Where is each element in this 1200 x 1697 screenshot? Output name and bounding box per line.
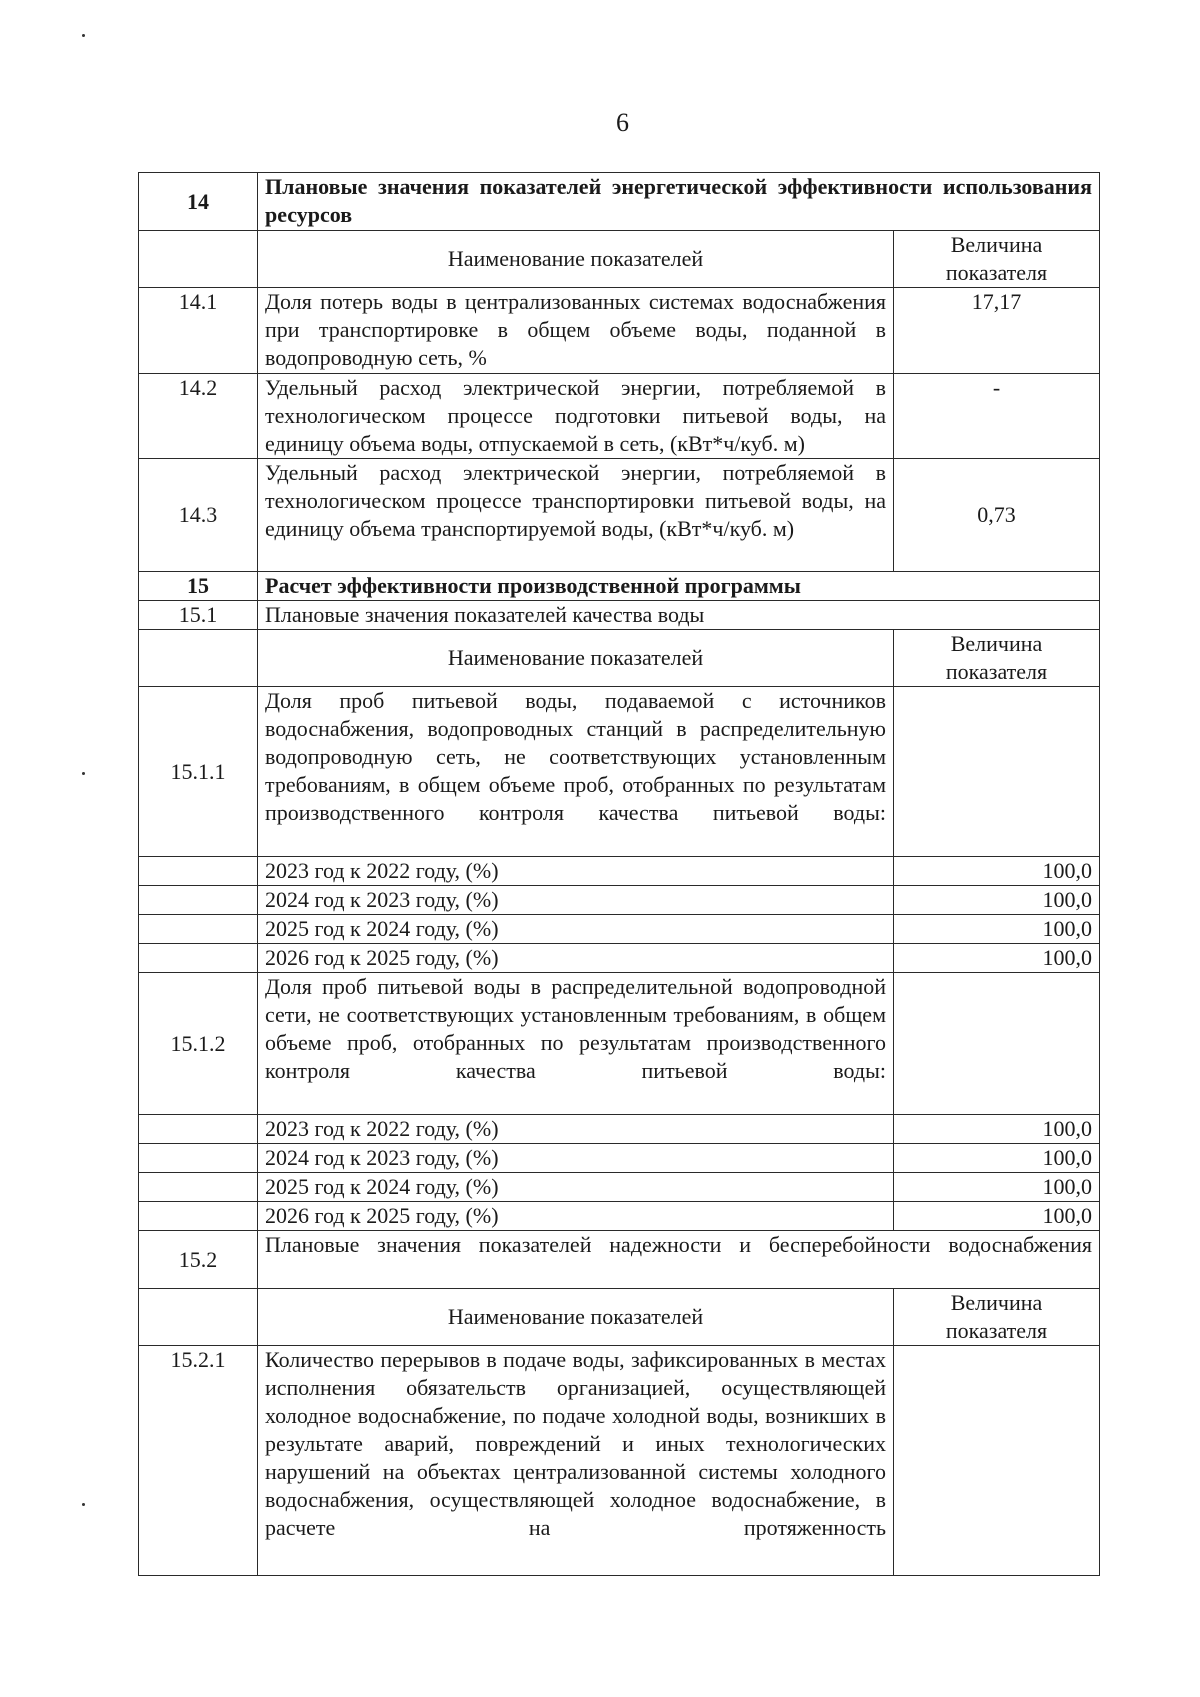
year-label: 2023 год к 2022 году, (%) bbox=[258, 1115, 894, 1144]
year-label: 2024 год к 2023 году, (%) bbox=[258, 1144, 894, 1173]
row-number: 14.2 bbox=[139, 374, 258, 459]
empty-cell bbox=[139, 886, 258, 915]
indicator-name: Удельный расход электрической энергии, потребляемой в технологическом процессе транспортировки питьевой воды, на единицу объема транспортируемой воды, (кВт*ч/куб. м) bbox=[258, 459, 894, 572]
year-label: 2026 год к 2025 году, (%) bbox=[258, 1202, 894, 1231]
row-number: 15.1.2 bbox=[139, 973, 258, 1115]
year-label: 2026 год к 2025 году, (%) bbox=[258, 944, 894, 973]
year-row bbox=[139, 944, 1100, 973]
year-value: 100,0 bbox=[894, 944, 1100, 973]
empty-cell bbox=[894, 973, 1100, 1115]
empty-cell bbox=[139, 1144, 258, 1173]
column-header-value: Величина показателя bbox=[894, 1289, 1100, 1346]
subsection-title: Плановые значения показателей качества воды bbox=[258, 601, 1100, 630]
indicator-name: Удельный расход электрической энергии, потребляемой в технологическом процессе подготовки питьевой воды, на единицу объема воды, отпускаемой в сеть, (кВт*ч/куб. м) bbox=[258, 374, 894, 459]
section-header-row bbox=[139, 173, 1100, 231]
year-row bbox=[139, 886, 1100, 915]
subsection-title: Плановые значения показателей надежности и бесперебойности водоснабжения bbox=[258, 1231, 1100, 1289]
subsection-number: 15.2 bbox=[139, 1231, 258, 1289]
year-row bbox=[139, 1115, 1100, 1144]
row-number: 14.3 bbox=[139, 459, 258, 572]
row-number: 14.1 bbox=[139, 288, 258, 374]
table-row bbox=[139, 459, 1100, 572]
indicator-name: Доля потерь воды в централизованных системах водоснабжения при транспортировке в общем объеме воды, поданной в водопроводную сеть, % bbox=[258, 288, 894, 374]
page-number: 6 bbox=[616, 108, 629, 137]
row-number: 15.1.1 bbox=[139, 687, 258, 857]
year-value: 100,0 bbox=[894, 857, 1100, 886]
empty-cell bbox=[139, 857, 258, 886]
year-value: 100,0 bbox=[894, 1173, 1100, 1202]
year-row bbox=[139, 915, 1100, 944]
year-label: 2025 год к 2024 году, (%) bbox=[258, 1173, 894, 1202]
year-row bbox=[139, 1144, 1100, 1173]
table-row bbox=[139, 1346, 1100, 1576]
column-header-name: Наименование показателей bbox=[258, 630, 894, 687]
empty-cell bbox=[139, 944, 258, 973]
column-header-row bbox=[139, 1289, 1100, 1346]
empty-cell bbox=[139, 630, 258, 687]
year-value: 100,0 bbox=[894, 886, 1100, 915]
scan-speck bbox=[82, 34, 85, 37]
empty-cell bbox=[894, 687, 1100, 857]
year-row bbox=[139, 1173, 1100, 1202]
column-header-row bbox=[139, 231, 1100, 288]
year-value: 100,0 bbox=[894, 1144, 1100, 1173]
empty-cell bbox=[139, 1173, 258, 1202]
indicator-value: 0,73 bbox=[894, 459, 1100, 572]
row-number: 15.2.1 bbox=[139, 1346, 258, 1576]
subsection-header-row bbox=[139, 601, 1100, 630]
empty-cell bbox=[139, 1115, 258, 1144]
table-row bbox=[139, 973, 1100, 1115]
year-value: 100,0 bbox=[894, 1202, 1100, 1231]
section-title: Плановые значения показателей энергетической эффективности использования ресурсов bbox=[258, 173, 1100, 231]
year-row bbox=[139, 1202, 1100, 1231]
empty-cell bbox=[139, 1289, 258, 1346]
section-header-row bbox=[139, 572, 1100, 601]
scan-speck bbox=[82, 1503, 85, 1506]
year-row bbox=[139, 857, 1100, 886]
empty-cell bbox=[139, 1202, 258, 1231]
subsection-number: 15.1 bbox=[139, 601, 258, 630]
table-row bbox=[139, 288, 1100, 374]
year-value: 100,0 bbox=[894, 915, 1100, 944]
empty-cell bbox=[894, 1346, 1100, 1576]
column-header-name: Наименование показателей bbox=[258, 231, 894, 288]
column-header-value: Величина показателя bbox=[894, 630, 1100, 687]
indicator-name: Количество перерывов в подаче воды, зафиксированных в местах исполнения обязательств организацией, осуществляющей холодное водоснабжение, по подаче холодной воды, возникших в результате аварий, повреждений и иных технологических нарушений на объектах централизованной системы холодного водоснабжения, осуществляющей холодное водоснабжение, в расчете на протяженность bbox=[258, 1346, 894, 1576]
section-number: 14 bbox=[139, 173, 258, 231]
table-row bbox=[139, 687, 1100, 857]
scan-speck bbox=[82, 772, 85, 775]
year-value: 100,0 bbox=[894, 1115, 1100, 1144]
year-label: 2024 год к 2023 году, (%) bbox=[258, 886, 894, 915]
empty-cell bbox=[139, 231, 258, 288]
indicator-value: - bbox=[894, 374, 1100, 459]
year-label: 2023 год к 2022 году, (%) bbox=[258, 857, 894, 886]
table-row bbox=[139, 374, 1100, 459]
empty-cell bbox=[139, 915, 258, 944]
indicators-table bbox=[138, 172, 1100, 1576]
column-header-name: Наименование показателей bbox=[258, 1289, 894, 1346]
column-header-row bbox=[139, 630, 1100, 687]
indicator-name: Доля проб питьевой воды в распределительной водопроводной сети, не соответствующих установленным требованиям, в общем объеме проб, отобранных по результатам производственного контроля качества питьевой воды: bbox=[258, 973, 894, 1115]
indicator-name: Доля проб питьевой воды, подаваемой с источников водоснабжения, водопроводных станций в распределительную водопроводную сеть, не соответствующих установленным требованиям, в общем объеме проб, отобранных по результатам производственного контроля качества питьевой воды: bbox=[258, 687, 894, 857]
column-header-value: Величина показателя bbox=[894, 231, 1100, 288]
indicator-value: 17,17 bbox=[894, 288, 1100, 374]
section-number: 15 bbox=[139, 572, 258, 601]
section-title: Расчет эффективности производственной программы bbox=[258, 572, 1100, 601]
subsection-header-row bbox=[139, 1231, 1100, 1289]
year-label: 2025 год к 2024 году, (%) bbox=[258, 915, 894, 944]
